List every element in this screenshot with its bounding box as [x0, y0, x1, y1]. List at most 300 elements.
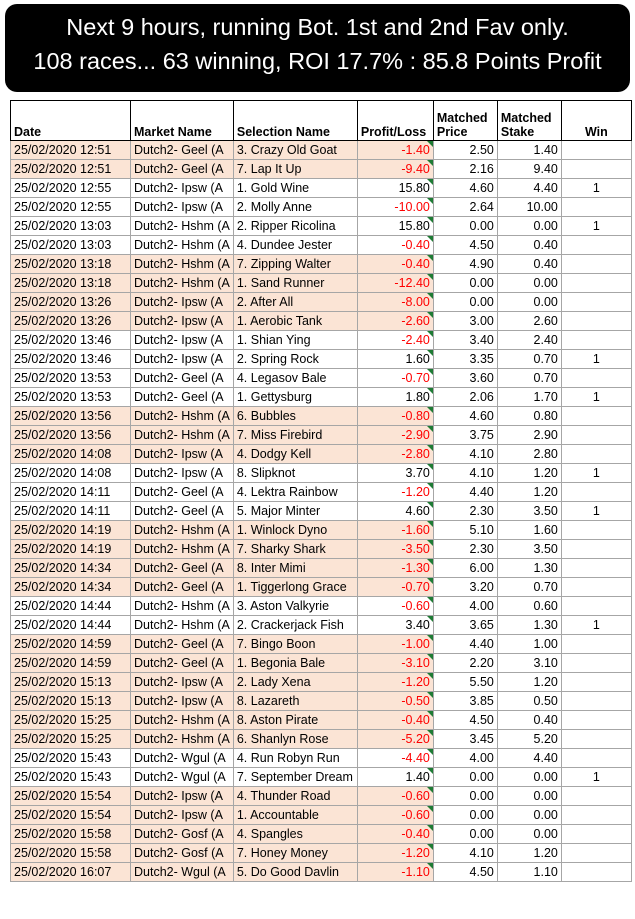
cell-market-name[interactable]: Dutch2- Hshm (A: [131, 426, 234, 445]
cell-win[interactable]: [561, 521, 631, 540]
cell-profit-loss[interactable]: -0.40: [357, 255, 433, 274]
cell-market-name[interactable]: Dutch2- Hshm (A: [131, 711, 234, 730]
cell-date[interactable]: 25/02/2020 14:19: [11, 540, 131, 559]
cell-date[interactable]: 25/02/2020 15:54: [11, 806, 131, 825]
cell-market-name[interactable]: Dutch2- Hshm (A: [131, 616, 234, 635]
cell-date[interactable]: 25/02/2020 14:19: [11, 521, 131, 540]
cell-date[interactable]: 25/02/2020 13:03: [11, 236, 131, 255]
header-selection-name[interactable]: Selection Name: [233, 101, 357, 141]
cell-win[interactable]: 1: [561, 502, 631, 521]
cell-matched-price[interactable]: 4.50: [433, 711, 497, 730]
cell-date[interactable]: 25/02/2020 14:44: [11, 616, 131, 635]
cell-win[interactable]: [561, 198, 631, 217]
cell-win[interactable]: [561, 711, 631, 730]
cell-matched-stake[interactable]: 3.50: [497, 540, 561, 559]
cell-selection-name[interactable]: 5. Major Minter: [233, 502, 357, 521]
cell-matched-stake[interactable]: 4.40: [497, 179, 561, 198]
table-row[interactable]: [11, 597, 632, 616]
cell-market-name[interactable]: Dutch2- Hshm (A: [131, 255, 234, 274]
cell-matched-stake[interactable]: 1.60: [497, 521, 561, 540]
cell-matched-price[interactable]: 3.00: [433, 312, 497, 331]
cell-win[interactable]: [561, 635, 631, 654]
cell-matched-stake[interactable]: 0.40: [497, 236, 561, 255]
cell-market-name[interactable]: Dutch2- Gosf (A: [131, 825, 234, 844]
cell-matched-price[interactable]: 2.30: [433, 540, 497, 559]
cell-matched-price[interactable]: 3.85: [433, 692, 497, 711]
cell-date[interactable]: 25/02/2020 12:55: [11, 179, 131, 198]
cell-matched-stake[interactable]: 0.00: [497, 825, 561, 844]
cell-selection-name[interactable]: 8. Aston Pirate: [233, 711, 357, 730]
cell-matched-price[interactable]: 4.50: [433, 236, 497, 255]
table-row[interactable]: [11, 502, 632, 521]
cell-market-name[interactable]: Dutch2- Geel (A: [131, 654, 234, 673]
table-row[interactable]: [11, 711, 632, 730]
cell-matched-price[interactable]: 0.00: [433, 217, 497, 236]
table-row[interactable]: [11, 483, 632, 502]
cell-date[interactable]: 25/02/2020 13:26: [11, 293, 131, 312]
cell-win[interactable]: [561, 844, 631, 863]
cell-matched-stake[interactable]: 1.30: [497, 616, 561, 635]
cell-selection-name[interactable]: 7. Bingo Boon: [233, 635, 357, 654]
cell-win[interactable]: [561, 331, 631, 350]
cell-market-name[interactable]: Dutch2- Gosf (A: [131, 844, 234, 863]
cell-matched-price[interactable]: 3.35: [433, 350, 497, 369]
cell-matched-stake[interactable]: 9.40: [497, 160, 561, 179]
cell-market-name[interactable]: Dutch2- Hshm (A: [131, 597, 234, 616]
cell-matched-price[interactable]: 4.60: [433, 407, 497, 426]
cell-date[interactable]: 25/02/2020 13:18: [11, 274, 131, 293]
cell-matched-stake[interactable]: 0.80: [497, 407, 561, 426]
cell-market-name[interactable]: Dutch2- Ipsw (A: [131, 673, 234, 692]
cell-matched-price[interactable]: 3.40: [433, 331, 497, 350]
cell-win[interactable]: [561, 540, 631, 559]
table-row[interactable]: [11, 445, 632, 464]
cell-date[interactable]: 25/02/2020 13:26: [11, 312, 131, 331]
cell-win[interactable]: [561, 141, 631, 160]
cell-selection-name[interactable]: 5. Do Good Davlin: [233, 863, 357, 882]
cell-matched-price[interactable]: 5.50: [433, 673, 497, 692]
cell-market-name[interactable]: Dutch2- Ipsw (A: [131, 464, 234, 483]
cell-selection-name[interactable]: 3. Aston Valkyrie: [233, 597, 357, 616]
cell-market-name[interactable]: Dutch2- Geel (A: [131, 635, 234, 654]
cell-selection-name[interactable]: 2. Ripper Ricolina: [233, 217, 357, 236]
cell-date[interactable]: 25/02/2020 14:34: [11, 559, 131, 578]
cell-selection-name[interactable]: 4. Thunder Road: [233, 787, 357, 806]
cell-win[interactable]: 1: [561, 350, 631, 369]
cell-date[interactable]: 25/02/2020 15:25: [11, 730, 131, 749]
cell-market-name[interactable]: Dutch2- Geel (A: [131, 369, 234, 388]
table-row[interactable]: [11, 692, 632, 711]
table-row[interactable]: [11, 160, 632, 179]
cell-market-name[interactable]: Dutch2- Ipsw (A: [131, 312, 234, 331]
cell-selection-name[interactable]: 1. Gold Wine: [233, 179, 357, 198]
cell-win[interactable]: 1: [561, 388, 631, 407]
cell-selection-name[interactable]: 6. Bubbles: [233, 407, 357, 426]
cell-matched-price[interactable]: 2.64: [433, 198, 497, 217]
table-row[interactable]: [11, 616, 632, 635]
cell-selection-name[interactable]: 2. Crackerjack Fish: [233, 616, 357, 635]
cell-matched-price[interactable]: 4.40: [433, 635, 497, 654]
cell-profit-loss[interactable]: -10.00: [357, 198, 433, 217]
cell-selection-name[interactable]: 1. Gettysburg: [233, 388, 357, 407]
header-profit-loss[interactable]: Profit/Loss: [357, 101, 433, 141]
cell-profit-loss[interactable]: -0.40: [357, 711, 433, 730]
cell-matched-price[interactable]: 4.00: [433, 597, 497, 616]
cell-date[interactable]: 25/02/2020 14:11: [11, 483, 131, 502]
cell-matched-price[interactable]: 3.75: [433, 426, 497, 445]
table-row[interactable]: [11, 673, 632, 692]
cell-matched-price[interactable]: 0.00: [433, 806, 497, 825]
cell-profit-loss[interactable]: -2.40: [357, 331, 433, 350]
cell-selection-name[interactable]: 7. Lap It Up: [233, 160, 357, 179]
cell-win[interactable]: [561, 483, 631, 502]
table-row[interactable]: [11, 464, 632, 483]
cell-market-name[interactable]: Dutch2- Ipsw (A: [131, 806, 234, 825]
cell-matched-price[interactable]: 0.00: [433, 274, 497, 293]
cell-matched-stake[interactable]: 2.60: [497, 312, 561, 331]
cell-win[interactable]: [561, 255, 631, 274]
cell-profit-loss[interactable]: -5.20: [357, 730, 433, 749]
cell-selection-name[interactable]: 4. Legasov Bale: [233, 369, 357, 388]
cell-matched-stake[interactable]: 1.20: [497, 844, 561, 863]
cell-date[interactable]: 25/02/2020 15:13: [11, 673, 131, 692]
cell-matched-stake[interactable]: 2.40: [497, 331, 561, 350]
cell-profit-loss[interactable]: -0.50: [357, 692, 433, 711]
cell-win[interactable]: [561, 863, 631, 882]
cell-profit-loss[interactable]: -0.60: [357, 806, 433, 825]
cell-selection-name[interactable]: 7. Zipping Walter: [233, 255, 357, 274]
cell-date[interactable]: 25/02/2020 15:13: [11, 692, 131, 711]
table-row[interactable]: [11, 312, 632, 331]
cell-matched-price[interactable]: 4.00: [433, 749, 497, 768]
cell-market-name[interactable]: Dutch2- Ipsw (A: [131, 692, 234, 711]
table-row[interactable]: [11, 787, 632, 806]
cell-selection-name[interactable]: 1. Sand Runner: [233, 274, 357, 293]
cell-matched-price[interactable]: 2.16: [433, 160, 497, 179]
cell-date[interactable]: 25/02/2020 12:55: [11, 198, 131, 217]
cell-win[interactable]: [561, 407, 631, 426]
header-win[interactable]: Win: [561, 101, 631, 141]
cell-selection-name[interactable]: 4. Dodgy Kell: [233, 445, 357, 464]
cell-selection-name[interactable]: 3. Crazy Old Goat: [233, 141, 357, 160]
cell-win[interactable]: [561, 312, 631, 331]
cell-selection-name[interactable]: 1. Aerobic Tank: [233, 312, 357, 331]
table-row[interactable]: [11, 768, 632, 787]
cell-matched-stake[interactable]: 1.20: [497, 464, 561, 483]
cell-matched-stake[interactable]: 0.70: [497, 369, 561, 388]
cell-profit-loss[interactable]: 1.80: [357, 388, 433, 407]
table-row[interactable]: [11, 654, 632, 673]
cell-matched-stake[interactable]: 0.00: [497, 293, 561, 312]
cell-selection-name[interactable]: 4. Dundee Jester: [233, 236, 357, 255]
cell-date[interactable]: 25/02/2020 13:53: [11, 388, 131, 407]
cell-profit-loss[interactable]: -1.30: [357, 559, 433, 578]
cell-profit-loss[interactable]: 3.40: [357, 616, 433, 635]
cell-market-name[interactable]: Dutch2- Wgul (A: [131, 749, 234, 768]
cell-date[interactable]: 25/02/2020 14:08: [11, 445, 131, 464]
cell-matched-price[interactable]: 3.45: [433, 730, 497, 749]
cell-win[interactable]: [561, 293, 631, 312]
cell-date[interactable]: 25/02/2020 13:53: [11, 369, 131, 388]
cell-date[interactable]: 25/02/2020 14:08: [11, 464, 131, 483]
cell-market-name[interactable]: Dutch2- Wgul (A: [131, 863, 234, 882]
cell-win[interactable]: [561, 578, 631, 597]
cell-profit-loss[interactable]: -0.80: [357, 407, 433, 426]
cell-market-name[interactable]: Dutch2- Hshm (A: [131, 540, 234, 559]
cell-matched-price[interactable]: 3.60: [433, 369, 497, 388]
table-row[interactable]: [11, 578, 632, 597]
cell-date[interactable]: 25/02/2020 13:03: [11, 217, 131, 236]
cell-date[interactable]: 25/02/2020 12:51: [11, 141, 131, 160]
cell-win[interactable]: [561, 692, 631, 711]
cell-date[interactable]: 25/02/2020 14:34: [11, 578, 131, 597]
cell-matched-price[interactable]: 6.00: [433, 559, 497, 578]
table-row[interactable]: [11, 521, 632, 540]
cell-matched-stake[interactable]: 4.40: [497, 749, 561, 768]
cell-date[interactable]: 25/02/2020 14:59: [11, 654, 131, 673]
cell-market-name[interactable]: Dutch2- Hshm (A: [131, 730, 234, 749]
cell-selection-name[interactable]: 7. Honey Money: [233, 844, 357, 863]
cell-matched-price[interactable]: 2.50: [433, 141, 497, 160]
cell-matched-stake[interactable]: 5.20: [497, 730, 561, 749]
cell-market-name[interactable]: Dutch2- Geel (A: [131, 578, 234, 597]
table-row[interactable]: [11, 407, 632, 426]
cell-selection-name[interactable]: 6. Shanlyn Rose: [233, 730, 357, 749]
cell-date[interactable]: 25/02/2020 13:56: [11, 407, 131, 426]
cell-date[interactable]: 25/02/2020 13:46: [11, 331, 131, 350]
table-row[interactable]: [11, 388, 632, 407]
cell-profit-loss[interactable]: 3.70: [357, 464, 433, 483]
table-row[interactable]: [11, 559, 632, 578]
cell-matched-stake[interactable]: 10.00: [497, 198, 561, 217]
cell-profit-loss[interactable]: -3.50: [357, 540, 433, 559]
cell-market-name[interactable]: Dutch2- Ipsw (A: [131, 787, 234, 806]
cell-matched-price[interactable]: 4.50: [433, 863, 497, 882]
cell-market-name[interactable]: Dutch2- Geel (A: [131, 559, 234, 578]
cell-selection-name[interactable]: 1. Tiggerlong Grace: [233, 578, 357, 597]
table-row[interactable]: [11, 350, 632, 369]
cell-profit-loss[interactable]: 15.80: [357, 217, 433, 236]
cell-matched-stake[interactable]: 0.00: [497, 274, 561, 293]
table-row[interactable]: [11, 179, 632, 198]
cell-market-name[interactable]: Dutch2- Ipsw (A: [131, 445, 234, 464]
table-row[interactable]: [11, 844, 632, 863]
cell-matched-stake[interactable]: 0.40: [497, 255, 561, 274]
cell-matched-stake[interactable]: 3.50: [497, 502, 561, 521]
cell-selection-name[interactable]: 2. After All: [233, 293, 357, 312]
cell-profit-loss[interactable]: -1.60: [357, 521, 433, 540]
cell-profit-loss[interactable]: -4.40: [357, 749, 433, 768]
table-row[interactable]: [11, 198, 632, 217]
cell-win[interactable]: [561, 673, 631, 692]
cell-matched-stake[interactable]: 1.20: [497, 483, 561, 502]
cell-win[interactable]: [561, 236, 631, 255]
cell-market-name[interactable]: Dutch2- Hshm (A: [131, 217, 234, 236]
cell-market-name[interactable]: Dutch2- Hshm (A: [131, 407, 234, 426]
cell-profit-loss[interactable]: -0.70: [357, 578, 433, 597]
cell-win[interactable]: [561, 369, 631, 388]
cell-selection-name[interactable]: 1. Winlock Dyno: [233, 521, 357, 540]
table-row[interactable]: [11, 369, 632, 388]
cell-matched-stake[interactable]: 1.30: [497, 559, 561, 578]
cell-win[interactable]: 1: [561, 616, 631, 635]
cell-matched-stake[interactable]: 0.00: [497, 806, 561, 825]
cell-win[interactable]: [561, 160, 631, 179]
cell-market-name[interactable]: Dutch2- Ipsw (A: [131, 331, 234, 350]
cell-profit-loss[interactable]: -0.40: [357, 236, 433, 255]
table-row[interactable]: [11, 236, 632, 255]
cell-matched-price[interactable]: 0.00: [433, 768, 497, 787]
cell-win[interactable]: [561, 654, 631, 673]
cell-date[interactable]: 25/02/2020 14:59: [11, 635, 131, 654]
cell-market-name[interactable]: Dutch2- Hshm (A: [131, 521, 234, 540]
cell-win[interactable]: [561, 274, 631, 293]
cell-market-name[interactable]: Dutch2- Wgul (A: [131, 768, 234, 787]
cell-matched-stake[interactable]: 2.90: [497, 426, 561, 445]
cell-matched-stake[interactable]: 0.60: [497, 597, 561, 616]
cell-selection-name[interactable]: 4. Lektra Rainbow: [233, 483, 357, 502]
cell-profit-loss[interactable]: 1.40: [357, 768, 433, 787]
cell-date[interactable]: 25/02/2020 14:44: [11, 597, 131, 616]
cell-win[interactable]: [561, 806, 631, 825]
header-date[interactable]: Date: [11, 101, 131, 141]
cell-selection-name[interactable]: 8. Slipknot: [233, 464, 357, 483]
cell-win[interactable]: [561, 445, 631, 464]
cell-matched-stake[interactable]: 2.80: [497, 445, 561, 464]
cell-matched-stake[interactable]: 0.00: [497, 768, 561, 787]
cell-win[interactable]: [561, 730, 631, 749]
cell-matched-stake[interactable]: 0.00: [497, 787, 561, 806]
table-row[interactable]: [11, 730, 632, 749]
cell-market-name[interactable]: Dutch2- Geel (A: [131, 141, 234, 160]
table-row[interactable]: [11, 825, 632, 844]
cell-selection-name[interactable]: 2. Spring Rock: [233, 350, 357, 369]
cell-selection-name[interactable]: 1. Accountable: [233, 806, 357, 825]
cell-selection-name[interactable]: 2. Molly Anne: [233, 198, 357, 217]
cell-win[interactable]: 1: [561, 768, 631, 787]
cell-profit-loss[interactable]: -3.10: [357, 654, 433, 673]
header-market-name[interactable]: Market Name: [131, 101, 234, 141]
cell-selection-name[interactable]: 8. Inter Mimi: [233, 559, 357, 578]
table-row[interactable]: [11, 426, 632, 445]
cell-profit-loss[interactable]: -2.80: [357, 445, 433, 464]
cell-market-name[interactable]: Dutch2- Ipsw (A: [131, 293, 234, 312]
cell-matched-stake[interactable]: 0.40: [497, 711, 561, 730]
cell-date[interactable]: 25/02/2020 12:51: [11, 160, 131, 179]
cell-matched-stake[interactable]: 1.10: [497, 863, 561, 882]
cell-win[interactable]: 1: [561, 179, 631, 198]
cell-date[interactable]: 25/02/2020 15:25: [11, 711, 131, 730]
cell-matched-price[interactable]: 4.40: [433, 483, 497, 502]
table-row[interactable]: [11, 635, 632, 654]
cell-selection-name[interactable]: 1. Shian Ying: [233, 331, 357, 350]
table-row[interactable]: [11, 806, 632, 825]
cell-matched-stake[interactable]: 0.70: [497, 350, 561, 369]
cell-selection-name[interactable]: 1. Begonia Bale: [233, 654, 357, 673]
cell-matched-price[interactable]: 2.20: [433, 654, 497, 673]
cell-profit-loss[interactable]: -0.60: [357, 597, 433, 616]
cell-market-name[interactable]: Dutch2- Geel (A: [131, 160, 234, 179]
cell-win[interactable]: [561, 825, 631, 844]
cell-profit-loss[interactable]: -0.40: [357, 825, 433, 844]
table-row[interactable]: [11, 255, 632, 274]
cell-date[interactable]: 25/02/2020 15:43: [11, 768, 131, 787]
cell-date[interactable]: 25/02/2020 13:56: [11, 426, 131, 445]
cell-matched-price[interactable]: 5.10: [433, 521, 497, 540]
cell-matched-stake[interactable]: 1.40: [497, 141, 561, 160]
cell-profit-loss[interactable]: 15.80: [357, 179, 433, 198]
table-row[interactable]: [11, 274, 632, 293]
cell-matched-price[interactable]: 4.10: [433, 464, 497, 483]
cell-matched-stake[interactable]: 0.50: [497, 692, 561, 711]
cell-profit-loss[interactable]: -1.10: [357, 863, 433, 882]
cell-selection-name[interactable]: 2. Lady Xena: [233, 673, 357, 692]
cell-win[interactable]: [561, 426, 631, 445]
cell-market-name[interactable]: Dutch2- Geel (A: [131, 388, 234, 407]
cell-matched-price[interactable]: 3.65: [433, 616, 497, 635]
cell-selection-name[interactable]: 4. Spangles: [233, 825, 357, 844]
cell-profit-loss[interactable]: -1.40: [357, 141, 433, 160]
cell-date[interactable]: 25/02/2020 16:07: [11, 863, 131, 882]
cell-market-name[interactable]: Dutch2- Hshm (A: [131, 274, 234, 293]
cell-profit-loss[interactable]: -8.00: [357, 293, 433, 312]
cell-date[interactable]: 25/02/2020 13:46: [11, 350, 131, 369]
cell-date[interactable]: 25/02/2020 15:54: [11, 787, 131, 806]
cell-date[interactable]: 25/02/2020 15:43: [11, 749, 131, 768]
cell-profit-loss[interactable]: 4.60: [357, 502, 433, 521]
cell-profit-loss[interactable]: -0.60: [357, 787, 433, 806]
cell-win[interactable]: 1: [561, 217, 631, 236]
cell-matched-price[interactable]: 4.90: [433, 255, 497, 274]
table-row[interactable]: [11, 331, 632, 350]
cell-matched-price[interactable]: 2.30: [433, 502, 497, 521]
cell-profit-loss[interactable]: -9.40: [357, 160, 433, 179]
cell-matched-price[interactable]: 4.10: [433, 445, 497, 464]
cell-matched-price[interactable]: 0.00: [433, 787, 497, 806]
cell-market-name[interactable]: Dutch2- Ipsw (A: [131, 350, 234, 369]
cell-matched-price[interactable]: 0.00: [433, 825, 497, 844]
cell-win[interactable]: 1: [561, 464, 631, 483]
cell-profit-loss[interactable]: -2.60: [357, 312, 433, 331]
cell-market-name[interactable]: Dutch2- Hshm (A: [131, 236, 234, 255]
table-row[interactable]: [11, 749, 632, 768]
cell-date[interactable]: 25/02/2020 15:58: [11, 825, 131, 844]
cell-selection-name[interactable]: 4. Run Robyn Run: [233, 749, 357, 768]
cell-matched-stake[interactable]: 1.00: [497, 635, 561, 654]
cell-matched-price[interactable]: 4.60: [433, 179, 497, 198]
cell-matched-price[interactable]: 0.00: [433, 293, 497, 312]
cell-market-name[interactable]: Dutch2- Ipsw (A: [131, 198, 234, 217]
cell-matched-price[interactable]: 3.20: [433, 578, 497, 597]
cell-market-name[interactable]: Dutch2- Ipsw (A: [131, 179, 234, 198]
cell-profit-loss[interactable]: -12.40: [357, 274, 433, 293]
header-matched-price[interactable]: [433, 101, 497, 141]
cell-date[interactable]: 25/02/2020 15:58: [11, 844, 131, 863]
table-row[interactable]: [11, 540, 632, 559]
cell-matched-stake[interactable]: 0.70: [497, 578, 561, 597]
cell-selection-name[interactable]: 7. Sharky Shark: [233, 540, 357, 559]
cell-win[interactable]: [561, 597, 631, 616]
cell-selection-name[interactable]: 7. September Dream: [233, 768, 357, 787]
cell-matched-price[interactable]: 2.06: [433, 388, 497, 407]
cell-profit-loss[interactable]: -2.90: [357, 426, 433, 445]
cell-matched-stake[interactable]: 1.70: [497, 388, 561, 407]
cell-profit-loss[interactable]: -1.20: [357, 483, 433, 502]
table-row[interactable]: [11, 293, 632, 312]
cell-selection-name[interactable]: 7. Miss Firebird: [233, 426, 357, 445]
cell-win[interactable]: [561, 559, 631, 578]
cell-matched-price[interactable]: 4.10: [433, 844, 497, 863]
